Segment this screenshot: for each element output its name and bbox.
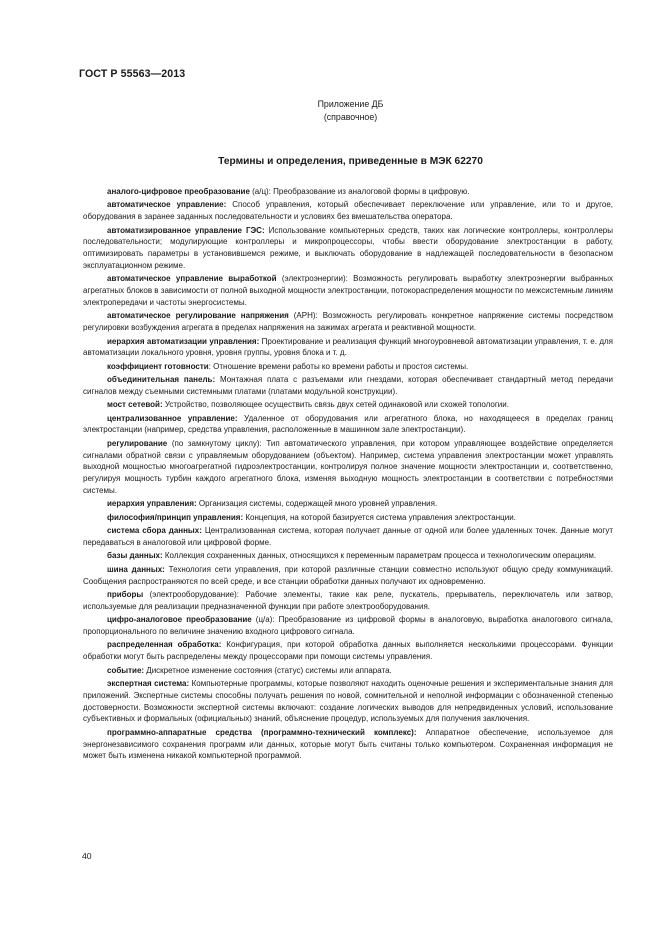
definition-entry — [83, 438, 613, 497]
annex-title: Приложение ДБ — [317, 99, 384, 109]
definition-entry — [83, 512, 613, 524]
definition-term: автоматическое управление выработкой — [107, 274, 277, 284]
definition-term: коэффициент готовности — [107, 361, 209, 371]
definition-term: событие: — [107, 665, 145, 675]
definition-term: базы данных: — [107, 551, 163, 561]
definition-text: Централизованная система, которая получает данные от одной или более удаленных точек. Данные могут передаваться в аналоговой или цифровой форме. — [83, 526, 613, 548]
definition-entry — [83, 589, 613, 613]
definition-entry — [83, 336, 613, 360]
definition-entry — [83, 374, 613, 398]
definition-text: Концепция, на которой базируется система управления электростанции. — [243, 512, 516, 522]
definition-entry — [83, 399, 613, 411]
definition-text: (АРН): Возможность регулировать конкретное напряжение системы посредством регулировки возбуждения агрегата в пределах напряжения на зажимах агрегата и реактивной мощности. — [83, 311, 614, 333]
annex-subtitle: (справочное) — [323, 112, 378, 122]
definition-term: автоматизированное управление ГЭС: — [107, 225, 265, 235]
definition-term: распределенная обработка: — [107, 640, 222, 650]
definition-entry — [83, 199, 613, 223]
definition-text: Технология сети управления, при которой различные станции совместно используют общую среду коммуникаций. Сообщения распространяются по всей среде, и все станции обработки данных получают их одновременно. — [83, 564, 614, 586]
definition-text: Организация системы, содержащей много уровней управления. — [196, 499, 438, 509]
definition-text: Компьютерные программы, которые позволяют находить оценочные решения и экспериментальные знания для приложений. Экспертные системы способны получать решения по новой, сомнительной и неполной информации с обозначенной степенью достоверности. Возможности экспертной системы включают: создание логических выводов для непредвиденных условий, использование субъективных и формальных (официальных) знаний, объяснение процедур, используемых для получения заключения. — [83, 678, 613, 724]
definition-term: цифро-аналоговое преобразование — [107, 615, 252, 625]
section-title: Термины и определения, приведенные в МЭК 62270 — [218, 156, 483, 167]
definition-text: Удаленное от оборудования или агрегатного блока, но находящееся в пределах границ электростанции (например, средства управления, расположенные в машинном зале электростанции). — [83, 413, 614, 435]
definition-text: (электрооборудование): Рабочие элементы, такие как реле, пускатель, прерыватель, переключатель или затвор, используемые для реализации предназначенной функции при работе электрооборудования. — [83, 590, 613, 611]
definition-term: автоматическое управление: — [107, 200, 227, 210]
definition-entry — [83, 639, 613, 663]
definition-entry — [83, 727, 613, 762]
definition-term: шина данных: — [107, 564, 165, 574]
page-number: 40 — [82, 851, 92, 861]
definition-entry — [83, 550, 613, 562]
definition-term: иерархия автоматизации управления: — [107, 336, 260, 346]
definition-term: объединительная панель: — [107, 375, 216, 385]
definition-term: регулирование — [107, 438, 168, 448]
definition-entry — [83, 678, 613, 725]
definition-text: Конфигурация, при которой обработка данных выполняется несколькими процессорами. Функции обработки могут быть распределены между процессорами при помощи системы управления. — [83, 640, 613, 662]
definition-text: Проектирование и реализация функций многоуровневой автоматизации управления, т. е. для автоматизации локального уровня, уровня группы, уровня блока и т. д. — [83, 336, 614, 358]
definition-entry — [83, 273, 613, 308]
definition-term: иерархия управления: — [107, 499, 197, 509]
definition-text: Использование компьютерных средств, таких как логические контроллеры, контроллеры последовательности; модулирующие контроллеры и микропроцессоры, чтобы ввести оборудование электростанции в работу, оптимизировать параметры в установившемся режиме, и выключать оборудование в надлежащей последовательности в безопасном эксплуатационном режиме. — [83, 225, 613, 270]
definition-text: : Отношение времени работы ко времени работы и простоя системы. — [208, 361, 469, 371]
definition-term: мост сетевой: — [107, 400, 163, 410]
definition-entry — [83, 361, 613, 373]
definition-term: экспертная система: — [107, 678, 190, 688]
definition-term: централизованное управление: — [107, 413, 238, 423]
definition-term: система сбора данных: — [107, 526, 202, 536]
definition-entry — [83, 614, 613, 638]
definition-text: Аппаратное обеспечение, используемое для энергонезависимого сохранения программ или данных, которые могут быть считаны только компьютером. Сохраненная информация не может быть изменена никакой компьютерной программой. — [83, 727, 613, 761]
definition-entry — [83, 310, 613, 334]
definition-text: Дискретное изменение состояния (статус) системы или аппарата. — [144, 665, 392, 675]
definition-term: автоматическое регулирование напряжения — [107, 311, 289, 321]
definition-text: (ц/а): Преобразование из цифровой формы в аналоговую, выработка аналогового сигнала, пропорционального по величине значению входного цифрового сигнала. — [83, 615, 613, 636]
definition-text: Коллекция сохраненных данных, относящихся к переменным параметрам процесса и технологическим операциям. — [162, 551, 597, 561]
definition-text: (а/ц): Преобразование из аналоговой формы в цифровую. — [249, 187, 470, 196]
definition-term: программно-аппаратные средства (программно-технический комплекс): — [107, 727, 417, 737]
definition-entry — [83, 564, 613, 588]
definitions-list — [83, 186, 613, 764]
definition-entry — [83, 413, 613, 437]
definition-text: Способ управления, который обеспечивает переключение или управление, или то и другое, оборудования в заранее заданных последовательности и условиях без вмешательства оператора. — [83, 200, 613, 222]
definition-text: Устройство, позволяющее осуществить связь двух сетей одинаковой или схожей топологии. — [162, 400, 509, 410]
definition-entry — [83, 665, 613, 677]
definition-term: аналого-цифровое преобразование — [107, 187, 250, 196]
definition-entry — [83, 225, 613, 272]
definition-text: (по замкнутому циклу): Тип автоматического управления, при котором управляющее воздействие определяется сигналами обратной связи с управляемым оборудованием (объектом). Например, система управления электростанции может управлять выходной мощностью многоагрегатной гидроэлектростанции, контролируя полное значение мощности электростанции и, соответственно, регулируя мощность турбин каждого агрегатного блока, изменяя выходную мощность электростанции в соответствии с потребностями системы. — [83, 438, 613, 496]
definition-term: философия/принцип управления: — [107, 512, 244, 522]
definition-text: (электроэнергии): Возможность регулировать выработку электроэнергии выбранных агрегатных блоков в зависимости от полной выходной мощности электростанции, потокораспределения мощности по межсистемным линиям электропередачи и частоты энергосистемы. — [83, 274, 613, 307]
definition-term: приборы — [107, 590, 144, 599]
definition-entry — [83, 186, 613, 198]
definition-entry — [83, 525, 613, 549]
annex-heading — [0, 98, 661, 124]
definition-entry — [83, 498, 613, 510]
standard-id: ГОСТ Р 55563—2013 — [79, 68, 186, 80]
definition-text: Монтажная плата с разъемами или гнездами, которая обеспечивает стандартный метод передачи сигналов между съемными системными платами (платами модульной конструкции). — [83, 375, 614, 396]
